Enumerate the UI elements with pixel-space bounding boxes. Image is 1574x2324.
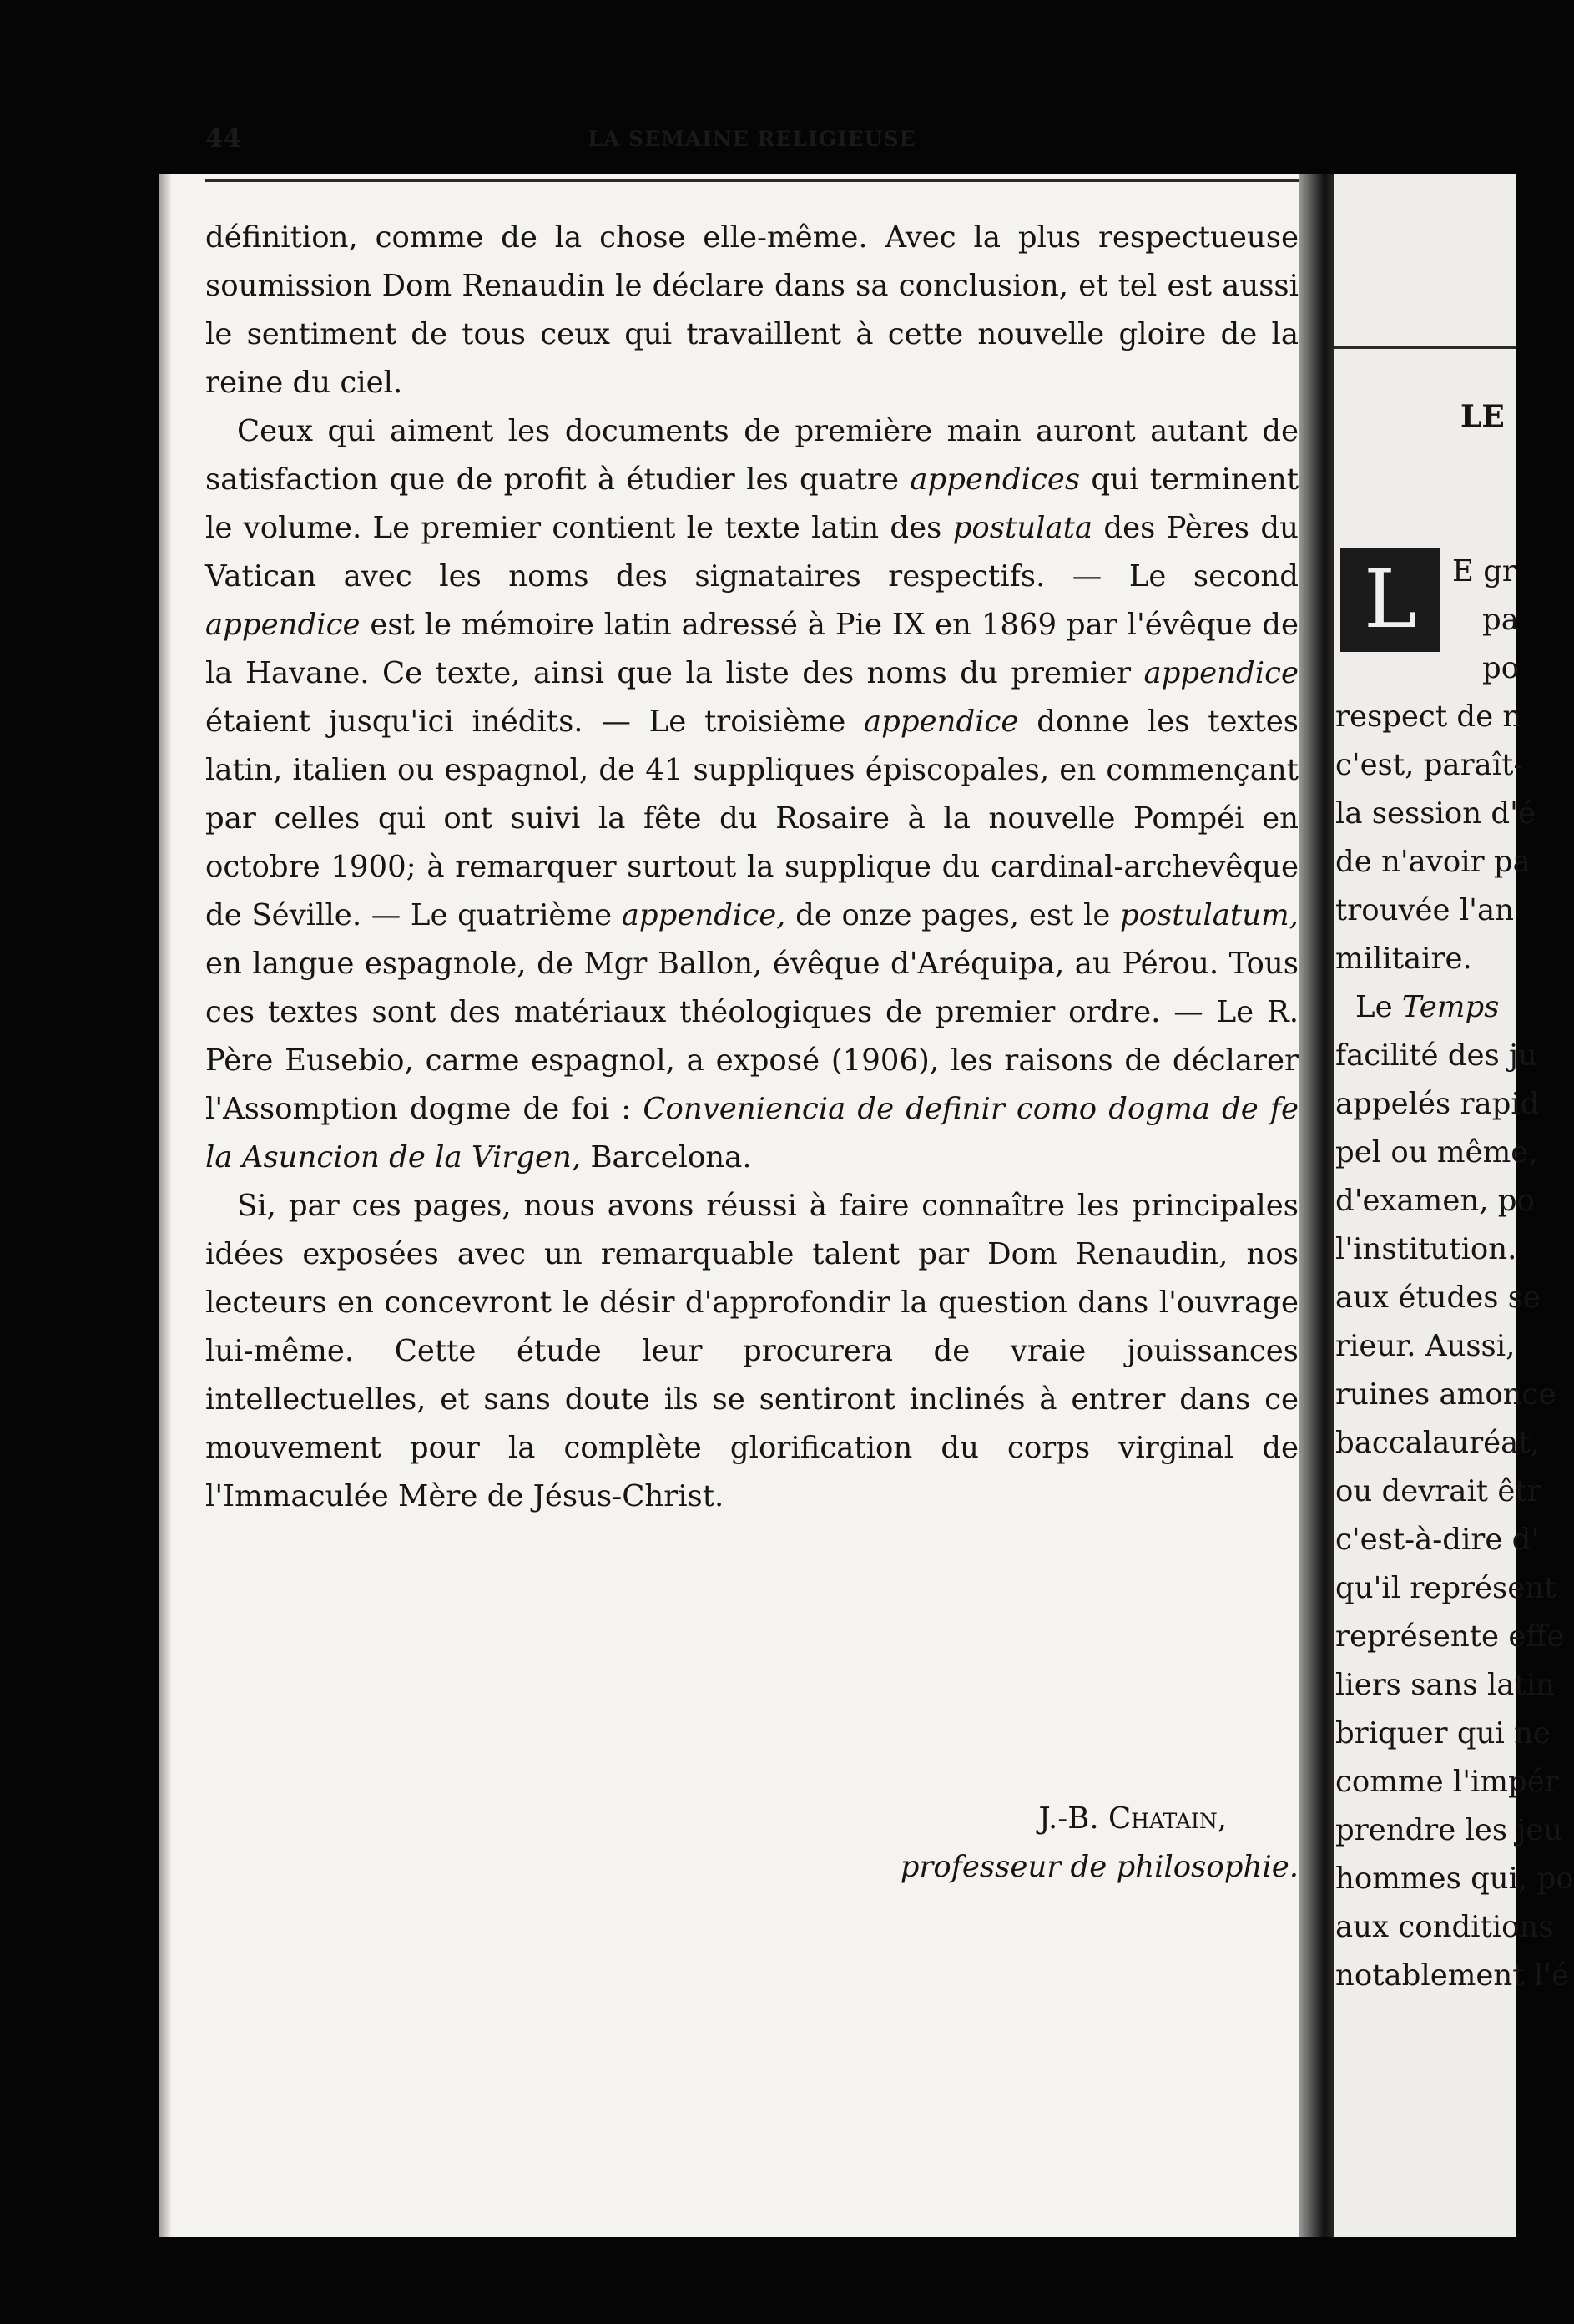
italic-segment: appendice xyxy=(205,608,361,642)
right-header-rule xyxy=(1334,346,1516,349)
italic-segment: postulatum, xyxy=(1119,898,1299,932)
italic-segment: Conveniencia de definir como dogma de fe la Asuncion de la Virgen, xyxy=(205,1092,1299,1175)
paragraph-3: Si, par ces pages, nous avons réussi à faire connaître les principales idées exposées avec un remarquable talent par Dom Renaudin, nos lecteurs en concevront le désir d'approfondir la question dans l'ouvrage lui-même. Cette étude leur procurera de vraie jouissances intellectuelles, et sans doute ils se sentiront inclinés à entrer dans ce mouvement pour la complète glorification du corps virginal de l'Immaculée Mère de Jésus-Christ. xyxy=(205,1189,1299,1513)
right-text-line: trouvée l'an xyxy=(1335,893,1514,927)
right-text-line: ruines amonce xyxy=(1335,1377,1556,1412)
text-segment: est le mémoire latin adressé à Pie IX en 1869 par l'évêque de la Havane. Ce texte, ainsi que la liste des noms du premier xyxy=(205,608,1299,690)
text-segment: Ceux qui aiment les documents de première main auront autant de satisfaction que de profit à étudier les quatre xyxy=(205,414,1299,497)
running-head: LA SEMAINE RELIGIEUSE xyxy=(588,127,916,151)
text-segment: des Pères du Vatican avec les noms des signataires respectifs. — Le second xyxy=(205,511,1299,594)
right-text-line: l'institution. xyxy=(1335,1232,1517,1266)
right-text-line: Le Temps xyxy=(1355,990,1500,1024)
right-page-title: LE xyxy=(1460,399,1505,434)
right-text-line: comme l'impér xyxy=(1335,1765,1559,1799)
right-page xyxy=(1334,174,1574,2237)
header-rule xyxy=(205,179,1299,182)
right-text-line: ou devrait êtr xyxy=(1335,1474,1541,1508)
right-text-line: pa xyxy=(1482,603,1519,637)
paragraph-2 xyxy=(205,407,1299,1182)
page-number: 44 xyxy=(205,124,242,154)
right-text-line: représente effe xyxy=(1335,1619,1565,1654)
right-text-line: militaire. xyxy=(1335,942,1472,976)
right-text-line: facilité des ju xyxy=(1335,1038,1537,1073)
right-text-line: pel ou même, xyxy=(1335,1135,1538,1170)
right-text-line: po xyxy=(1482,651,1520,685)
paragraph-1: définition, comme de la chose elle-même. Avec la plus respectueuse soumission Dom Renaudin le déclare dans sa conclusion, et tel est aussi le sentiment de tous ceux qui travaillent à cette nouvelle gloire de la reine du ciel. xyxy=(205,220,1299,400)
text-segment: qui terminent le volume. Le premier contient le texte latin des xyxy=(205,462,1299,545)
italic-segment: postulata xyxy=(952,511,1093,545)
right-text-line: prendre les jeu xyxy=(1335,1813,1563,1847)
right-text-line: rieur. Aussi, xyxy=(1335,1329,1516,1363)
right-text-line: de n'avoir pa xyxy=(1335,845,1531,879)
right-text-line: qu'il représent xyxy=(1335,1571,1556,1605)
right-text-line: liers sans latin xyxy=(1335,1668,1555,1702)
author-name: J.-B. Chatain, xyxy=(1038,1801,1227,1836)
text-segment: en langue espagnole, de Mgr Ballon, évêque d'Aréquipa, au Pérou. Tous ces textes sont des matériaux théologiques de premier ordre. — Le R. Père Eusebio, carme espagnol, a exposé (1906), les raisons de déclarer l'Assomption dogme de foi : xyxy=(205,947,1299,1126)
right-text-line: c'est, paraît- xyxy=(1335,748,1524,782)
text-segment: de onze pages, est le xyxy=(785,898,1120,932)
drop-cap-ornament: L xyxy=(1340,548,1440,652)
right-text-line: c'est-à-dire d' xyxy=(1335,1523,1540,1557)
right-text-line: aux conditions xyxy=(1335,1910,1554,1944)
right-text-line: hommes qui, po xyxy=(1335,1862,1574,1896)
book-gutter xyxy=(1299,174,1335,2237)
text-segment: Barcelona. xyxy=(581,1140,752,1175)
text-segment: étaient jusqu'ici inédits. — Le troisième xyxy=(205,705,864,739)
right-text-line: appelés rapid xyxy=(1335,1087,1540,1121)
right-text-line: baccalauréat, xyxy=(1335,1426,1540,1460)
italic-segment: appendice xyxy=(1143,656,1299,690)
italic-segment: appendices xyxy=(910,462,1081,497)
italic-segment: appendice, xyxy=(621,898,786,932)
author-title: professeur de philosophie. xyxy=(900,1850,1299,1884)
right-text-line: briquer qui ne xyxy=(1335,1716,1551,1751)
right-text-line: E gr xyxy=(1452,554,1516,589)
right-text-line: la session d'é xyxy=(1335,796,1536,831)
text-segment: donne les textes latin, italien ou espagnol, de 41 suppliques épiscopales, en commençant par celles qui ont suivi la fête du Rosaire à la nouvelle Pompéi en octobre 1900; à remarquer surtout la supplique du cardinal-archevêque de Séville. — Le quatrième xyxy=(205,705,1299,932)
right-text-line: d'examen, po xyxy=(1335,1184,1535,1218)
right-text-line: respect de n xyxy=(1335,700,1522,734)
signature-block xyxy=(205,1795,1299,1892)
article-body xyxy=(205,214,1299,1521)
italic-segment: appendice xyxy=(863,705,1019,739)
right-text-line: notablement l'é xyxy=(1335,1958,1569,1993)
right-text-line: aux études se xyxy=(1335,1281,1541,1315)
page-edge-shadow xyxy=(159,174,172,2237)
page-header xyxy=(205,124,1299,174)
